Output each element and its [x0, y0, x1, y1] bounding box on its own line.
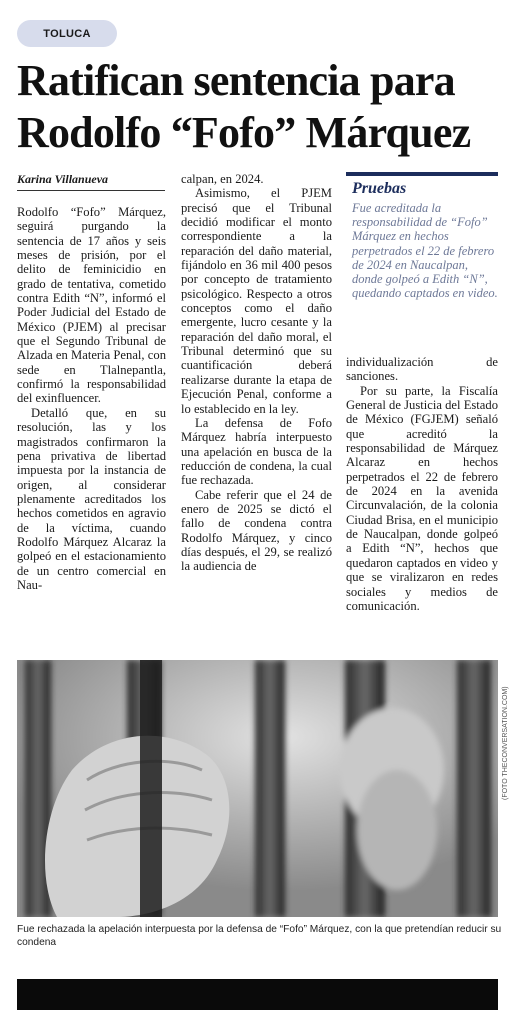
sidebar-box — [346, 172, 498, 349]
photo-caption: Fue rechazada la apelación interpuesta por la defensa de “Fofo” Márquez, con la que pretendían reducir su condena — [17, 924, 502, 948]
sidebar-text: Fue acreditada la responsabilidad de “Fofo” Márquez en hechos perpetrados el 22 de febrero de 2024 en Naucalpan, donde golpeó a Edith “N”, quedando captados en video. — [352, 201, 498, 301]
paragraph: Rodolfo “Fofo” Márquez, seguirá purgando la sentencia de 17 años y seis meses de prisión, por el delito de feminicidio en grado de tentativa, cometido contra Edith “N”, informó el Poder Judicial del Estado de México (PJEM) al precisar que el Segundo Tribunal de Alzada en Materia Penal, con sede en Tlalnepantla, confirmó la responsabilidad del exinfluencer. — [17, 205, 166, 406]
byline: Karina Villanueva — [17, 172, 165, 191]
article-column-3 — [346, 355, 498, 613]
paragraph: calpan, en 2024. — [181, 172, 264, 186]
sidebar-rule — [346, 172, 498, 176]
section-tag: TOLUCA — [17, 20, 117, 47]
article-photo — [17, 660, 498, 917]
article-column-1 — [17, 205, 166, 592]
paragraph: Asimismo, el PJEM precisó que el Tribunal decidió modificar el monto correspondiente a la reparación del daño material, fijándolo en 36 mil 400 pesos por concepto de tratamiento psicológico. Respecto a otros conceptos como el daño emergente, lucro cesante y la reparación del daño moral, el Tribunal determinó que su cuantificación deberá realizarse durante la etapa de Ejecución Penal, conforme a lo establecido en la ley. — [181, 186, 332, 416]
paragraph: La defensa de Fofo Márquez habría interpuesto una apelación en busca de la reducción de condena, la cual fue rechazada. — [181, 415, 332, 488]
paragraph: Por su parte, la Fiscalía General de Justicia del Estado de México (FGJEM) señaló que acreditó la responsabilidad de Márquez Alcaraz en hechos perpetrados el 22 de febrero de 2024 en la avenida Circunvalación, de la colonia Ciudad Brisa, en el municipio de Naucalpan, donde golpeó a Edith “N”, hechos que quedaron captados en video y que se viralizaron en redes sociales y medios de comunicación. — [346, 383, 498, 613]
photo-credit: (FOTO THECONVERSATION.COM) — [502, 686, 509, 800]
article-column-2 — [181, 172, 332, 574]
headline: Ratifican sentencia para Rodolfo “Fofo” Márquez — [17, 56, 471, 157]
paragraph: Detalló que, en su resolución, las y los magistrados confirmaron la pena privativa de libertad impuesta por la instancia de origen, al considerar plenamente acreditados los hechos cometidos en agravio de la víctima, cuando Rodolfo Márquez Alcaraz la golpeó en el estacionamiento de un centro comercial en Nau- — [17, 405, 166, 592]
sidebar-title: Pruebas — [352, 180, 407, 197]
paragraph: individualización de sanciones. — [346, 355, 498, 384]
prison-bars-image — [17, 660, 498, 917]
footer-bar — [17, 979, 498, 1010]
paragraph: Cabe referir que el 24 de enero de 2025 se dictó el fallo de condena contra Rodolfo Márquez, y cinco días después, el 29, se realizó la audiencia de — [181, 487, 332, 574]
